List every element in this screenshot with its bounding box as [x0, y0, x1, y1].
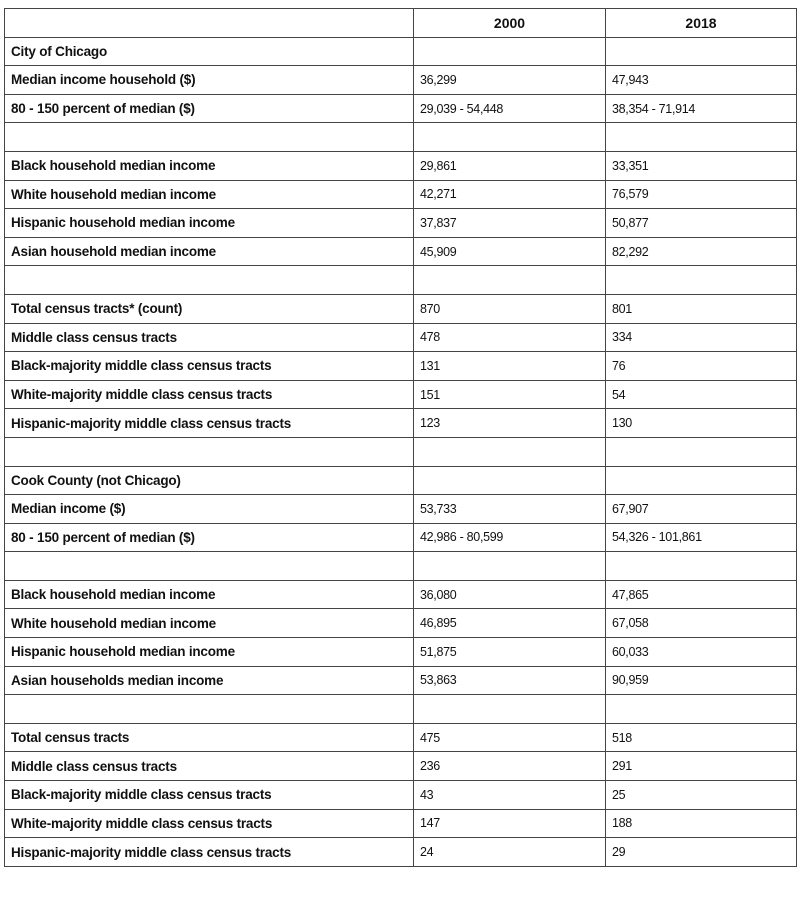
value-2000: [414, 552, 606, 581]
value-2018: 130: [606, 409, 797, 438]
row-label: White-majority middle class census tracts: [5, 809, 414, 838]
row-label: Asian households median income: [5, 666, 414, 695]
row-label: Total census tracts* (count): [5, 294, 414, 323]
table-row: [5, 466, 797, 495]
value-2000: 475: [414, 723, 606, 752]
table-row: [5, 437, 797, 466]
table-row: [5, 37, 797, 66]
table-row: [5, 580, 797, 609]
row-label: Hispanic-majority middle class census tracts: [5, 838, 414, 867]
table-row: [5, 523, 797, 552]
table-row: [5, 695, 797, 724]
value-2018: 38,354 - 71,914: [606, 94, 797, 123]
row-label: Median income ($): [5, 495, 414, 524]
row-label: Cook County (not Chicago): [5, 466, 414, 495]
row-label: Middle class census tracts: [5, 323, 414, 352]
value-2018: 801: [606, 294, 797, 323]
table-row: [5, 294, 797, 323]
value-2018: 67,058: [606, 609, 797, 638]
table-row: [5, 266, 797, 295]
value-2000: 45,909: [414, 237, 606, 266]
table-row: [5, 237, 797, 266]
table-row: [5, 352, 797, 381]
value-2000: [414, 37, 606, 66]
value-2018: [606, 552, 797, 581]
value-2000: 36,299: [414, 66, 606, 95]
table-row: [5, 180, 797, 209]
value-2000: 53,733: [414, 495, 606, 524]
value-2000: [414, 266, 606, 295]
value-2000: [414, 123, 606, 152]
value-2000: 151: [414, 380, 606, 409]
header-row: [5, 9, 797, 38]
value-2018: 76,579: [606, 180, 797, 209]
value-2000: 131: [414, 352, 606, 381]
row-label: Black-majority middle class census tracts: [5, 781, 414, 810]
value-2000: 24: [414, 838, 606, 867]
row-label: Black household median income: [5, 151, 414, 180]
value-2018: [606, 37, 797, 66]
table-row: [5, 66, 797, 95]
value-2000: 29,861: [414, 151, 606, 180]
row-label: [5, 695, 414, 724]
value-2000: [414, 466, 606, 495]
value-2018: 60,033: [606, 638, 797, 667]
row-label: Hispanic household median income: [5, 209, 414, 238]
value-2018: 76: [606, 352, 797, 381]
value-2000: 51,875: [414, 638, 606, 667]
header-cell-label: [5, 9, 414, 38]
value-2018: [606, 437, 797, 466]
table-row: [5, 552, 797, 581]
table-row: [5, 123, 797, 152]
table-row: [5, 752, 797, 781]
value-2018: 47,943: [606, 66, 797, 95]
row-label: Black household median income: [5, 580, 414, 609]
table-row: [5, 723, 797, 752]
value-2000: 36,080: [414, 580, 606, 609]
value-2018: 334: [606, 323, 797, 352]
row-label: [5, 437, 414, 466]
value-2000: 53,863: [414, 666, 606, 695]
value-2000: 43: [414, 781, 606, 810]
table-row: [5, 809, 797, 838]
value-2000: 37,837: [414, 209, 606, 238]
row-label: 80 - 150 percent of median ($): [5, 523, 414, 552]
table-row: [5, 609, 797, 638]
row-label: Asian household median income: [5, 237, 414, 266]
table-row: [5, 94, 797, 123]
value-2018: [606, 695, 797, 724]
table-row: [5, 495, 797, 524]
value-2000: 236: [414, 752, 606, 781]
table-row: [5, 638, 797, 667]
value-2018: 29: [606, 838, 797, 867]
value-2018: 50,877: [606, 209, 797, 238]
value-2018: 291: [606, 752, 797, 781]
table-row: [5, 151, 797, 180]
value-2018: 67,907: [606, 495, 797, 524]
row-label: Middle class census tracts: [5, 752, 414, 781]
value-2018: 25: [606, 781, 797, 810]
value-2000: 29,039 - 54,448: [414, 94, 606, 123]
header-cell-year-2000: 2000: [414, 9, 606, 38]
row-label: [5, 552, 414, 581]
table-row: [5, 666, 797, 695]
table-row: [5, 838, 797, 867]
value-2000: 123: [414, 409, 606, 438]
table-row: [5, 781, 797, 810]
table-row: [5, 409, 797, 438]
row-label: City of Chicago: [5, 37, 414, 66]
table-row: [5, 323, 797, 352]
row-label: White-majority middle class census tracts: [5, 380, 414, 409]
row-label: [5, 123, 414, 152]
row-label: Hispanic-majority middle class census tracts: [5, 409, 414, 438]
income-data-table: [4, 8, 797, 867]
value-2018: [606, 123, 797, 152]
row-label: Hispanic household median income: [5, 638, 414, 667]
row-label: Median income household ($): [5, 66, 414, 95]
row-label: Total census tracts: [5, 723, 414, 752]
value-2018: 54: [606, 380, 797, 409]
value-2018: 33,351: [606, 151, 797, 180]
value-2000: [414, 695, 606, 724]
value-2018: 188: [606, 809, 797, 838]
value-2000: 478: [414, 323, 606, 352]
header-cell-year-2018: 2018: [606, 9, 797, 38]
table-row: [5, 380, 797, 409]
value-2018: 90,959: [606, 666, 797, 695]
table-row: [5, 209, 797, 238]
value-2000: 46,895: [414, 609, 606, 638]
value-2000: 42,271: [414, 180, 606, 209]
row-label: [5, 266, 414, 295]
value-2000: 42,986 - 80,599: [414, 523, 606, 552]
value-2000: [414, 437, 606, 466]
value-2018: [606, 266, 797, 295]
value-2018: [606, 466, 797, 495]
value-2000: 870: [414, 294, 606, 323]
row-label: 80 - 150 percent of median ($): [5, 94, 414, 123]
value-2018: 54,326 - 101,861: [606, 523, 797, 552]
value-2018: 47,865: [606, 580, 797, 609]
row-label: Black-majority middle class census tracts: [5, 352, 414, 381]
value-2000: 147: [414, 809, 606, 838]
value-2018: 518: [606, 723, 797, 752]
row-label: White household median income: [5, 180, 414, 209]
value-2018: 82,292: [606, 237, 797, 266]
row-label: White household median income: [5, 609, 414, 638]
